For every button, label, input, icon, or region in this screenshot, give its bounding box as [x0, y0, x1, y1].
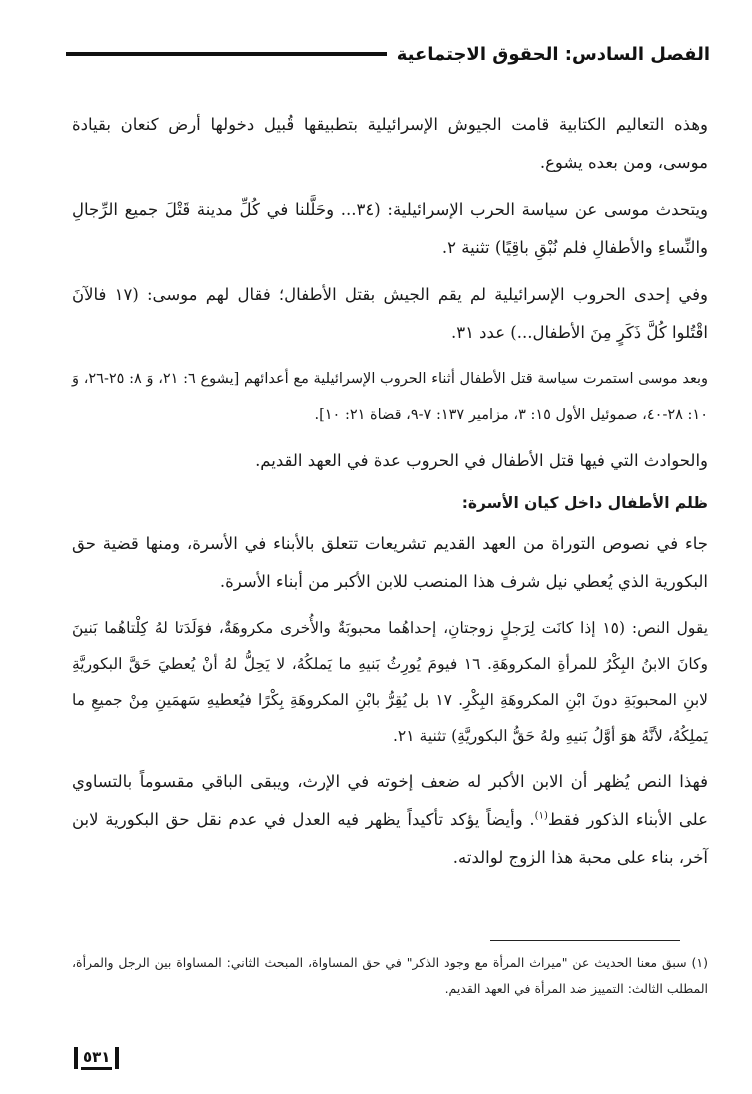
body-text — [72, 106, 708, 886]
paragraph-1: وهذه التعاليم الكتابية قامت الجيوش الإسرائيلية بتطبيقها قُبيل دخولها أرض كنعان بقيادة موسى، ومن بعده يشوع. — [72, 115, 708, 172]
page-number — [74, 1046, 119, 1070]
page-number-bar — [74, 1047, 78, 1069]
header-rule — [66, 52, 387, 56]
page-number-bar — [115, 1047, 119, 1069]
footnote-divider — [490, 940, 680, 941]
paragraph-2: ويتحدث موسى عن سياسة الحرب الإسرائيلية: (٣٤... وحَلَّلنا في كُلِّ مدينة قَتْلَ جميع الرِّجالِ والنِّساءِ والأطفالِ فلم نُبْقِ باقِيًا) تثنية ٢. — [72, 200, 709, 257]
paragraph-5: والحوادث التي فيها قتل الأطفال في الحروب عدة في العهد القديم. — [255, 451, 708, 470]
footnote: (١) سبق معنا الحديث عن "ميراث المرأة مع وجود الذكر" في حق المساواة، المبحث الثاني: المساواة بين الرجل والمرأة، المطلب الثالث: التمييز ضد المرأة في العهد القديم. — [72, 955, 708, 996]
footnote-marker: (١) — [534, 810, 548, 822]
chapter-title: الفصل السادس: الحقوق الاجتماعية — [396, 43, 710, 65]
paragraph-text-continued: . وأيضاً يؤكد تأكيداً يظهر فيه العدل في عدم نقل حق البكورية لابن آخر، بناء على محبة هذا الزوج لوالدته. — [72, 810, 708, 867]
quoted-text: يقول النص: (١٥ إذا كانَت لِرَجلٍ زوجتانِ، إحداهُما محبوبَةٌ والأُخرى مكروهَةٌ، فوَلَدَتا لهُ كِلْتاهُما بَنينَ وكانَ الابنُ البِكْرُ للمرأةِ المكروهَةِ. ١٦ فيومَ يُورِثُ بَنيهِ ما يَملكُهُ، لا يَحِلُّ لهُ أنْ يُعطيَ حَقَّ البكوريَّةِ لابنِ المحبوبَةِ دونَ ابْنِ المكروهَةِ البِكْرِ. ١٧ بل يُقِرُّ بابْنِ المكروهَةِ بِكْرًا فيُعطيهِ سَهمَينِ مِنْ جميعِ ما يَملِكُهُ، لأنَّهُ هوَ أوَّلُ بَنيهِ ولهُ حَقُّ البكوريَّةِ) تثنية ٢١. — [72, 619, 709, 745]
section-paragraph-1: جاء في نصوص التوراة من العهد القديم تشريعات تتعلق بالأبناء في الأسرة، ومنها قضية حق البكورية الذي يُعطي نيل شرف هذا المنصب للابن الأكبر من أبناء الأسرة. — [72, 534, 708, 591]
section-heading: ظلم الأطفال داخل كيان الأسرة: — [461, 494, 708, 512]
paragraph-3: وفي إحدى الحروب الإسرائيلية لم يقم الجيش بقتل الأطفال؛ فقال لهم موسى: (١٧ فالآنَ اقْتُلوا كُلَّ ذَكَرٍ مِنَ الأطفال...) عدد ٣١. — [72, 285, 709, 342]
paragraph-4: وبعد موسى استمرت سياسة قتل الأطفال أثناء الحروب الإسرائيلية مع أعدائهم [يشوع ٦: ٢١، وَ ٨: ٢٥-٢٦، وَ ١٠: ٢٨-٤٠، صموئيل الأول ١٥: ٣، مزامير ١٣٧: ٧-٩، قضاة ٢١: ١٠]. — [72, 371, 708, 423]
section-paragraph-3 — [72, 763, 708, 877]
paragraph-text: فهذا النص يُظهر أن الابن الأكبر له ضعف إخوته في الإرث، ويبقى الباقي مقسوماً بالتساوي على الأبناء الذكور فقط — [72, 772, 708, 829]
page-number-value: ٥٣١ — [81, 1047, 112, 1070]
running-header — [66, 38, 710, 70]
